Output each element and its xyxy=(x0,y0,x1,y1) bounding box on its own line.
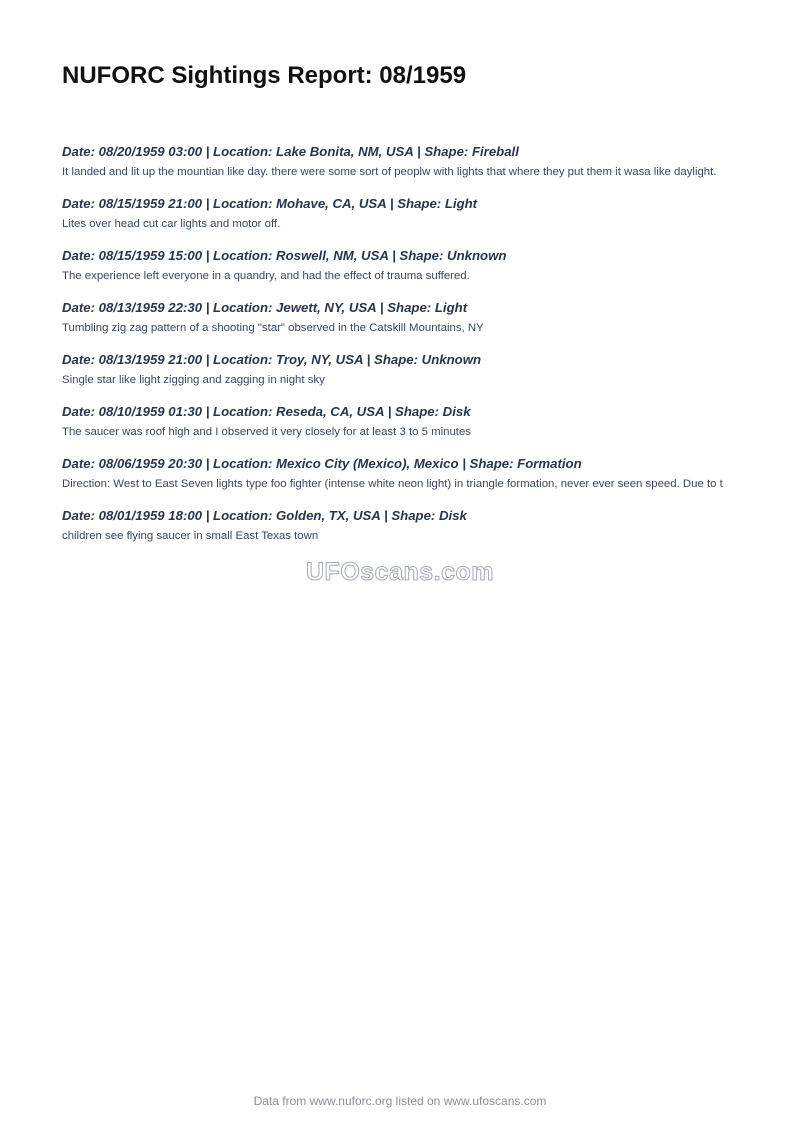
sighting-entry xyxy=(62,455,738,492)
sighting-description: children see flying saucer in small East Texas town xyxy=(62,530,319,542)
sighting-header: Date: 08/20/1959 03:00 | Location: Lake Bonita, NM, USA | Shape: Fireball xyxy=(62,144,519,159)
sighting-entry xyxy=(62,507,738,544)
sightings-list xyxy=(62,143,738,559)
sighting-description: Tumbling zig zag pattern of a shooting "star" observed in the Catskill Mountains, NY xyxy=(62,322,484,334)
sighting-header: Date: 08/01/1959 18:00 | Location: Golden, TX, USA | Shape: Disk xyxy=(62,508,467,523)
page-footer: Data from www.nuforc.org listed on www.ufoscans.com xyxy=(253,1094,547,1108)
sighting-description: It landed and lit up the mountian like day. there were some sort of peoplw with lights that where they put them it wasa like daylight. xyxy=(62,166,717,178)
sighting-header: Date: 08/06/1959 20:30 | Location: Mexico City (Mexico), Mexico | Shape: Formation xyxy=(62,456,582,471)
sighting-description: Direction: West to East Seven lights type foo fighter (intense white neon light) in triangle formation, never ever seen speed. Due to t xyxy=(62,478,723,490)
sighting-header: Date: 08/15/1959 15:00 | Location: Roswell, NM, USA | Shape: Unknown xyxy=(62,248,507,263)
sighting-description: Lites over head cut car lights and motor off. xyxy=(62,218,281,230)
sighting-description: Single star like light zigging and zagging in night sky xyxy=(62,374,325,386)
sighting-header: Date: 08/13/1959 22:30 | Location: Jewett, NY, USA | Shape: Light xyxy=(62,300,468,315)
ufoscans-watermark: UFOscans.com xyxy=(306,558,495,586)
sighting-description: The experience left everyone in a quandry, and had the effect of trauma suffered. xyxy=(62,270,470,282)
sighting-entry xyxy=(62,299,738,336)
sighting-header: Date: 08/13/1959 21:00 | Location: Troy, NY, USA | Shape: Unknown xyxy=(62,352,482,367)
report-title: NUFORC Sightings Report: 08/1959 xyxy=(62,62,467,89)
sighting-header: Date: 08/15/1959 21:00 | Location: Mohave, CA, USA | Shape: Light xyxy=(62,196,478,211)
sighting-entry xyxy=(62,143,738,180)
sighting-entry xyxy=(62,351,738,388)
sighting-entry xyxy=(62,195,738,232)
sighting-entry xyxy=(62,247,738,284)
sighting-entry xyxy=(62,403,738,440)
sighting-description: The saucer was roof high and I observed it very closely for at least 3 to 5 minutes xyxy=(62,426,472,438)
sighting-header: Date: 08/10/1959 01:30 | Location: Reseda, CA, USA | Shape: Disk xyxy=(62,404,471,419)
